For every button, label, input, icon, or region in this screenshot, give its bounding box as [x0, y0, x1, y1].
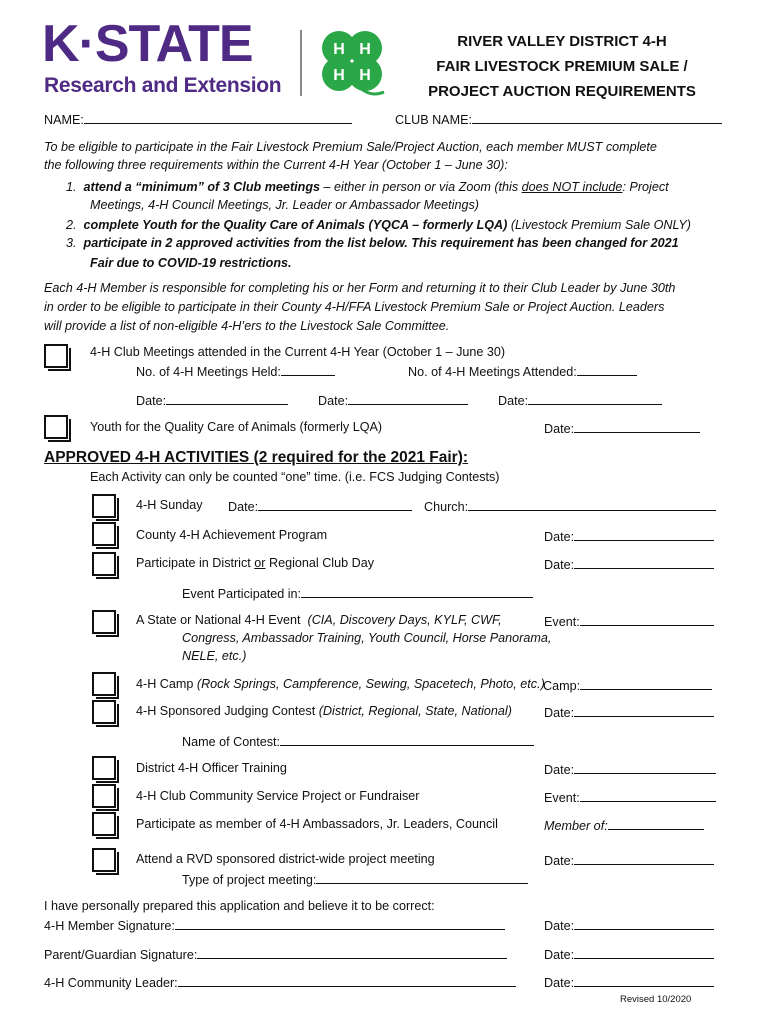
- achievement-label: County 4-H Achievement Program: [136, 528, 328, 542]
- meeting-date-2-label: Date:: [318, 394, 349, 408]
- camp-field[interactable]: [543, 677, 712, 693]
- meetings-attended-label: No. of 4-H Meetings Attended:: [408, 365, 577, 379]
- rvd-label: Attend a RVD sponsored district-wide project meeting: [136, 852, 435, 866]
- rvd-date-line[interactable]: [574, 852, 714, 865]
- parent-signature-line[interactable]: [197, 946, 507, 959]
- note-line-3: will provide a list of non-eligible 4-H’ers to the Livestock Sale Committee.: [44, 319, 450, 333]
- signature-statement: I have personally prepared this application and believe it to be correct:: [44, 899, 435, 913]
- club-meetings-checkbox[interactable]: [44, 344, 68, 368]
- meeting-date-1[interactable]: [136, 392, 288, 408]
- service-event-line[interactable]: [580, 789, 716, 802]
- member-of-line[interactable]: [608, 817, 704, 830]
- judging-text: 4-H Sponsored Judging Contest: [136, 704, 316, 718]
- parent-date-line[interactable]: [574, 946, 714, 959]
- approved-subtitle: Each Activity can only be counted “one” time. (i.e. FCS Judging Contests): [90, 470, 500, 484]
- event-participated-field[interactable]: [182, 585, 533, 601]
- intro-line-1: To be eligible to participate in the Fair Livestock Premium Sale/Project Auction, each member MUST complete: [44, 140, 657, 154]
- requirement-3-line-2: Fair due to COVID-19 restrictions.: [90, 256, 292, 270]
- req-3-num: 3.: [66, 236, 77, 250]
- meetings-attended-field[interactable]: [408, 363, 637, 379]
- club-meetings-title: 4-H Club Meetings attended in the Current 4-H Year (October 1 – June 30): [90, 345, 506, 359]
- yqca-date-label: Date:: [544, 422, 575, 436]
- requirement-1: [66, 180, 669, 194]
- district-day-text-b: Regional Club Day: [265, 556, 374, 570]
- state-event-note-3: NELE, etc.): [182, 649, 247, 663]
- judging-checkbox[interactable]: [92, 700, 116, 724]
- club-name-label: CLUB NAME:: [395, 113, 472, 127]
- requirement-1-line-2: Meetings, 4-H Council Meetings, Jr. Leader or Ambassador Meetings): [90, 198, 479, 212]
- judging-note: (District, Regional, State, National): [318, 704, 512, 718]
- officer-date-field[interactable]: [544, 761, 716, 777]
- district-day-text-a: Participate in District: [136, 556, 255, 570]
- club-name-field[interactable]: [395, 111, 722, 127]
- member-signature-label: 4-H Member Signature:: [44, 919, 175, 933]
- achievement-checkbox[interactable]: [92, 522, 116, 546]
- meeting-type-field[interactable]: [182, 871, 528, 887]
- judging-label: [136, 704, 512, 718]
- req-1-underline: does NOT include: [521, 180, 623, 194]
- state-event-checkbox[interactable]: [92, 610, 116, 634]
- meetings-attended-line[interactable]: [577, 363, 637, 376]
- req-1-bold: attend a “minimum” of 3 Club meetings: [83, 180, 321, 194]
- event-participated-label: Event Participated in:: [182, 587, 302, 601]
- header-line-2: FAIR LIVESTOCK PREMIUM SALE /: [436, 58, 688, 75]
- meeting-type-label: Type of project meeting:: [182, 873, 317, 887]
- member-date-label: Date:: [544, 919, 575, 933]
- meeting-date-3[interactable]: [498, 392, 662, 408]
- contest-name-label: Name of Contest:: [182, 735, 280, 749]
- camp-line[interactable]: [580, 677, 712, 690]
- rvd-date-field[interactable]: [544, 852, 714, 868]
- officer-label: District 4-H Officer Training: [136, 761, 287, 775]
- revised-note: Revised 10/2020: [620, 994, 692, 1005]
- sunday-date-label: Date:: [228, 500, 259, 514]
- rvd-date-label: Date:: [544, 854, 575, 868]
- svg-text:H: H: [333, 67, 345, 84]
- judging-date-field[interactable]: [544, 704, 714, 720]
- requirement-3: [66, 236, 679, 250]
- officer-date-label: Date:: [544, 763, 575, 777]
- requirement-2: [66, 218, 691, 232]
- parent-date-label: Date:: [544, 948, 575, 962]
- member-signature-line[interactable]: [175, 917, 505, 930]
- camp-checkbox[interactable]: [92, 672, 116, 696]
- camp-note: (Rock Springs, Campference, Sewing, Spacetech, Photo, etc.): [196, 677, 545, 691]
- sunday-date-field[interactable]: [228, 498, 412, 514]
- camp-field-label: Camp:: [543, 679, 581, 693]
- req-1-rest-a: – either in person or via Zoom (this: [320, 180, 522, 194]
- intro-line-2: the following three requirements within the Current 4-H Year (October 1 – June 30):: [44, 158, 508, 172]
- state-event-field[interactable]: [544, 613, 714, 629]
- achievement-date-line[interactable]: [574, 528, 714, 541]
- leader-signature-line[interactable]: [178, 974, 516, 987]
- rvd-checkbox[interactable]: [92, 848, 116, 872]
- logo-divider: [300, 30, 302, 96]
- header-line-1: RIVER VALLEY DISTRICT 4-H: [457, 33, 667, 50]
- leader-date-field[interactable]: [544, 974, 714, 990]
- note-line-2: in order to be eligible to participate in their County 4-H/FFA Livestock Premium Sale or Project Auction. Leaders: [44, 300, 665, 314]
- yqca-checkbox[interactable]: [44, 415, 68, 439]
- req-1-num: 1.: [66, 180, 77, 194]
- contest-name-field[interactable]: [182, 733, 534, 749]
- judging-date-label: Date:: [544, 706, 575, 720]
- judging-date-line[interactable]: [574, 704, 714, 717]
- svg-text:H: H: [333, 41, 345, 58]
- yqca-date-field[interactable]: [544, 420, 700, 436]
- church-label: Church:: [424, 500, 469, 514]
- member-of-label: Member of:: [544, 819, 608, 833]
- sunday-label: 4-H Sunday: [136, 498, 203, 512]
- parent-signature-field[interactable]: [44, 946, 507, 962]
- achievement-date-label: Date:: [544, 530, 575, 544]
- member-signature-field[interactable]: [44, 917, 505, 933]
- svg-text:H: H: [359, 67, 371, 84]
- state-event-note-1: (CIA, Discovery Days, KYLF, CWF,: [307, 613, 502, 627]
- leader-date-line[interactable]: [574, 974, 714, 987]
- member-date-field[interactable]: [544, 917, 714, 933]
- officer-date-line[interactable]: [574, 761, 716, 774]
- sunday-date-line[interactable]: [258, 498, 412, 511]
- service-event-label: Event:: [544, 791, 580, 805]
- camp-text: 4-H Camp: [136, 677, 194, 691]
- meeting-date-3-line[interactable]: [528, 392, 662, 405]
- service-checkbox[interactable]: [92, 784, 116, 808]
- meeting-date-1-label: Date:: [136, 394, 167, 408]
- req-3-bold: participate in 2 approved activities from the list below. This requirement has been changed for 2021: [83, 236, 679, 250]
- logo-subtitle: Research and Extension: [44, 74, 282, 97]
- yqca-label: Youth for the Quality Care of Animals (formerly LQA): [90, 420, 383, 434]
- meetings-held-line[interactable]: [281, 363, 335, 376]
- parent-signature-label: Parent/Guardian Signature:: [44, 948, 198, 962]
- service-event-field[interactable]: [544, 789, 716, 805]
- member-of-field[interactable]: [544, 817, 704, 833]
- district-day-or: or: [254, 556, 266, 570]
- meeting-date-3-label: Date:: [498, 394, 529, 408]
- service-label: 4-H Club Community Service Project or Fundraiser: [136, 789, 420, 803]
- state-event-note-2: Congress, Ambassador Training, Youth Council, Horse Panorama,: [182, 631, 552, 645]
- camp-label: [136, 677, 545, 691]
- req-2-rest: (Livestock Premium Sale ONLY): [507, 218, 691, 232]
- achievement-date-field[interactable]: [544, 528, 714, 544]
- meetings-held-label: No. of 4-H Meetings Held:: [136, 365, 281, 379]
- leader-signature-label: 4-H Community Leader:: [44, 976, 178, 990]
- ambassadors-checkbox[interactable]: [92, 812, 116, 836]
- req-1-rest-b: : Project: [622, 180, 669, 194]
- district-day-date-line[interactable]: [574, 556, 714, 569]
- leader-signature-field[interactable]: [44, 974, 516, 990]
- yqca-date-line[interactable]: [574, 420, 700, 433]
- leader-date-label: Date:: [544, 976, 575, 990]
- meeting-date-2-line[interactable]: [348, 392, 468, 405]
- state-event-label: [136, 613, 502, 627]
- club-name-line[interactable]: [472, 111, 722, 124]
- req-2-num: 2.: [66, 218, 77, 232]
- note-line-1: Each 4-H Member is responsible for completing his or her Form and returning it to their Club Leader by June 30th: [44, 281, 676, 295]
- kstate-logo-text: K·STATE: [42, 15, 253, 73]
- meetings-held-field[interactable]: [136, 363, 335, 379]
- name-label: NAME:: [44, 113, 84, 127]
- name-line[interactable]: [84, 111, 352, 124]
- church-line[interactable]: [468, 498, 716, 511]
- district-day-date-label: Date:: [544, 558, 575, 572]
- state-event-line[interactable]: [580, 613, 714, 626]
- svg-text:H: H: [359, 41, 371, 58]
- district-day-date-field[interactable]: [544, 556, 714, 572]
- state-event-text: A State or National 4-H Event: [136, 613, 301, 627]
- meeting-type-line[interactable]: [316, 871, 528, 884]
- ambassadors-label: Participate as member of 4-H Ambassadors, Jr. Leaders, Council: [136, 817, 498, 831]
- event-participated-line[interactable]: [301, 585, 533, 598]
- church-field[interactable]: [424, 498, 716, 514]
- req-2-bold: complete Youth for the Quality Care of Animals (YQCA – formerly LQA): [83, 218, 508, 232]
- contest-name-line[interactable]: [280, 733, 534, 746]
- approved-title: APPROVED 4-H ACTIVITIES (2 required for the 2021 Fair):: [44, 449, 469, 466]
- meeting-date-2[interactable]: [318, 392, 468, 408]
- header-line-3: PROJECT AUCTION REQUIREMENTS: [428, 83, 696, 100]
- meeting-date-1-line[interactable]: [166, 392, 288, 405]
- parent-date-field[interactable]: [544, 946, 714, 962]
- district-day-checkbox[interactable]: [92, 552, 116, 576]
- 4h-clover-icon: [312, 26, 392, 102]
- name-field[interactable]: [44, 111, 352, 127]
- sunday-checkbox[interactable]: [92, 494, 116, 518]
- district-day-label: [136, 556, 374, 570]
- member-date-line[interactable]: [574, 917, 714, 930]
- officer-checkbox[interactable]: [92, 756, 116, 780]
- state-event-event-label: Event:: [544, 615, 580, 629]
